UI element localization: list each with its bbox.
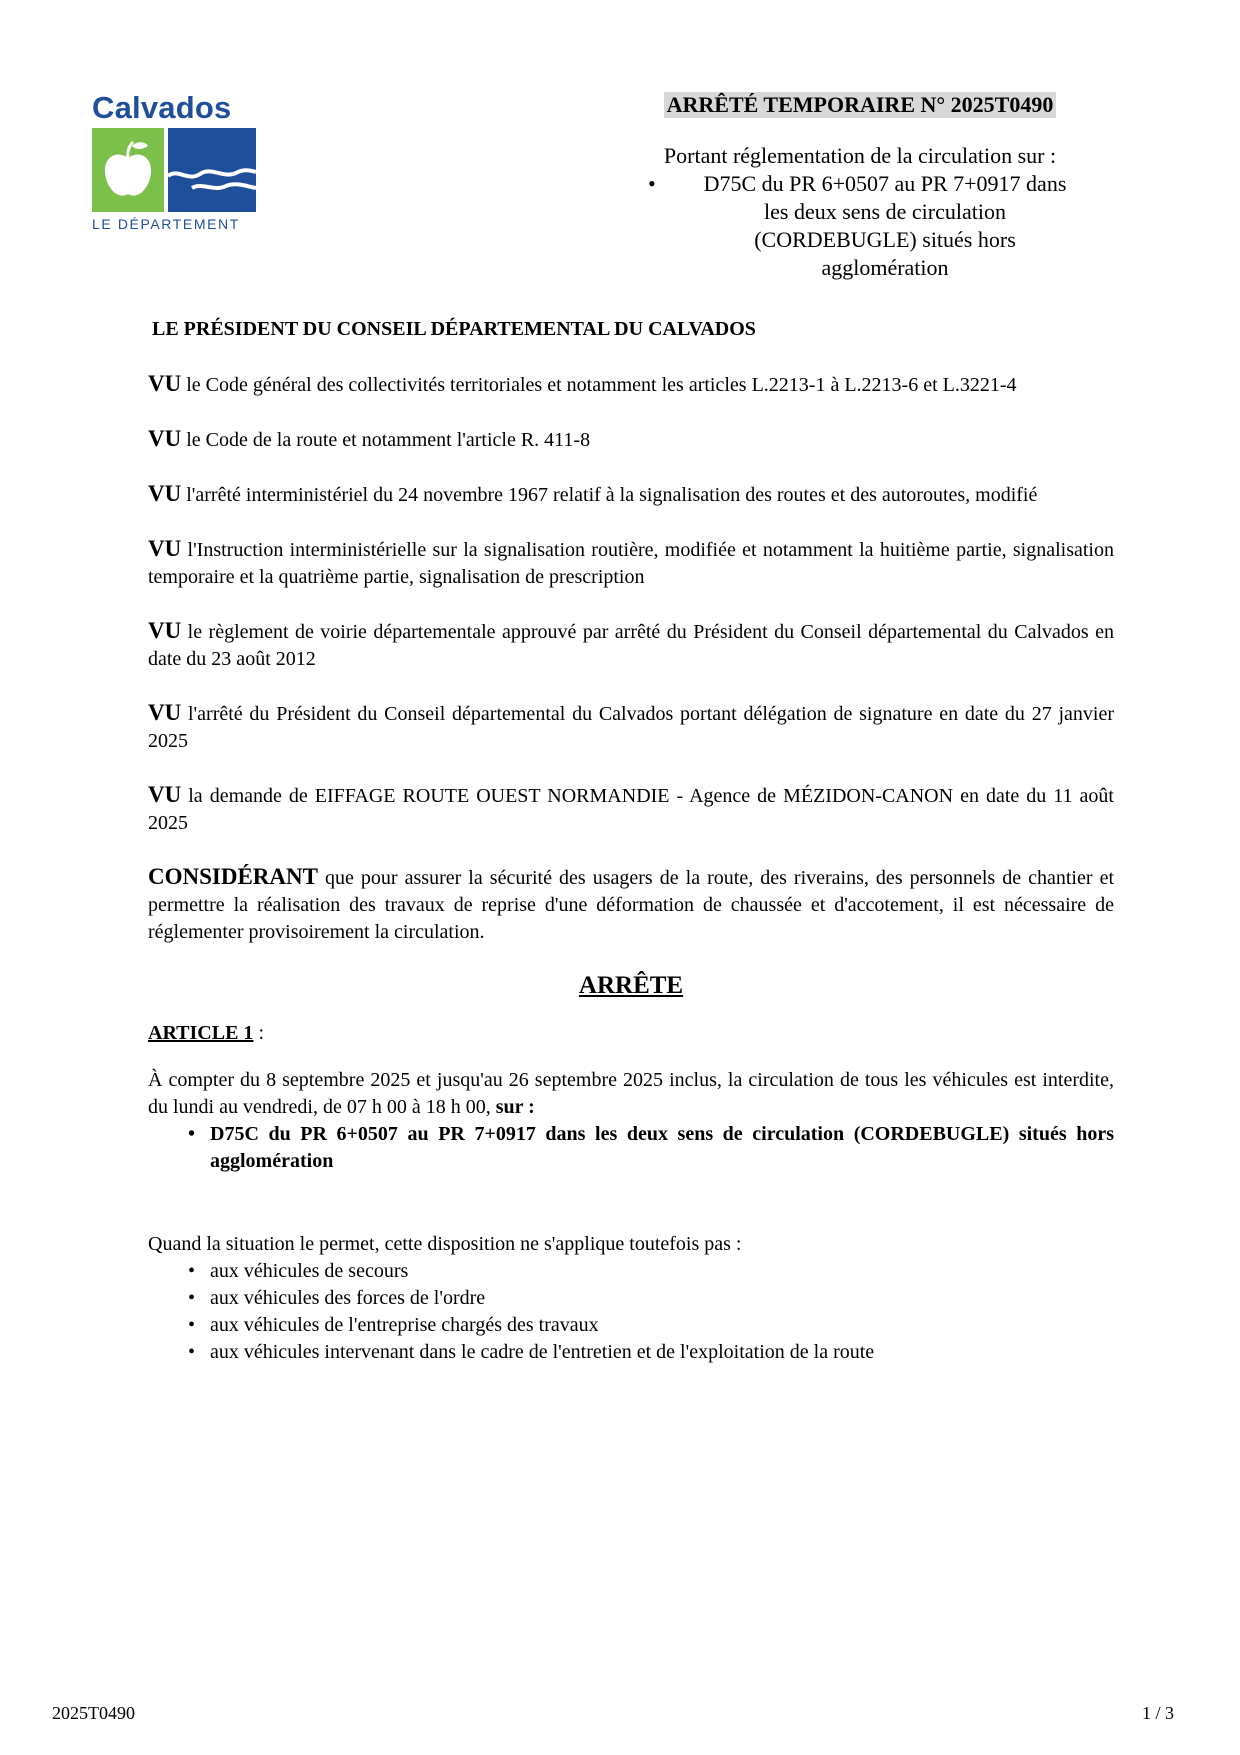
vu-lead: VU <box>148 536 182 561</box>
bullet-icon: • <box>188 1123 196 1145</box>
vu-lead: VU <box>148 371 182 396</box>
vu-text: le Code de la route et notamment l'article R. 411-8 <box>181 429 591 451</box>
footer-page-number: 1 / 3 <box>1141 1703 1174 1723</box>
title-road-item <box>620 170 1100 282</box>
bullet-icon: • <box>648 171 656 196</box>
vu-paragraph <box>148 425 1114 454</box>
exceptions-list <box>148 1258 1114 1366</box>
article-1-colon: : <box>253 1022 264 1044</box>
bullet-icon: • <box>188 1314 196 1336</box>
exception-text: aux véhicules de l'entreprise chargés des travaux <box>210 1314 599 1336</box>
vu-paragraph <box>148 370 1114 399</box>
exception-text: aux véhicules des forces de l'ordre <box>210 1287 486 1309</box>
bullet-icon: • <box>188 1260 196 1282</box>
article-1-label: ARTICLE 1 <box>148 1022 254 1044</box>
vu-text: l'Instruction interministérielle sur la signalisation routière, modifiée et notamment la huitième partie, signalisation temporaire et la quatrième partie, signalisation de prescription <box>148 539 1114 588</box>
vu-text: l'arrêté du Président du Conseil départemental du Calvados portant délégation de signature en date du 27 janvier 2025 <box>148 703 1114 752</box>
considerant-paragraph <box>148 863 1114 946</box>
spacer <box>148 1175 1114 1231</box>
vu-text: l'arrêté interministériel du 24 novembre 1967 relatif à la signalisation des routes et des autoroutes, modifié <box>181 484 1038 506</box>
vu-paragraph <box>148 617 1114 673</box>
logo-subtitle: LE DÉPARTEMENT <box>92 216 240 232</box>
exceptions-intro: Quand la situation le permet, cette disposition ne s'applique toutefois pas : <box>148 1233 742 1255</box>
logo-emblem <box>92 128 256 212</box>
bullet-icon: • <box>188 1287 196 1309</box>
article-1-text <box>148 1067 1114 1121</box>
considerant-lead: CONSIDÉRANT <box>148 864 318 889</box>
arrete-heading: ARRÊTE <box>578 972 684 999</box>
article-1-heading <box>148 1022 1114 1045</box>
vu-lead: VU <box>148 782 182 807</box>
vu-text: le Code général des collectivités territoriales et notamment les articles L.2213-1 à L.2213-6 et L.3221-4 <box>181 374 1017 396</box>
arrete-title-block <box>620 92 1100 282</box>
article-1-road-list <box>148 1121 1114 1175</box>
article-1-body-bold: sur : <box>495 1096 535 1118</box>
calvados-logo <box>92 92 262 232</box>
exception-text: aux véhicules intervenant dans le cadre de l'entretien et de l'exploitation de la route <box>210 1341 875 1363</box>
considerant-text: que pour assurer la sécurité des usagers de la route, des riverains, des personnels de chantier et permettre la réalisation des travaux de reprise d'une déformation de chaussée et d'accotement, il est nécessaire de réglementer provisoirement la circulation. <box>148 867 1114 943</box>
exception-text: aux véhicules de secours <box>210 1260 409 1282</box>
vu-lead: VU <box>148 700 182 725</box>
list-item <box>148 1312 1114 1339</box>
vu-lead: VU <box>148 426 182 451</box>
footer-reference: 2025T0490 <box>52 1703 135 1723</box>
title-road-line: D75C du PR 6+0507 au PR 7+0917 dans <box>703 171 1067 196</box>
title-road-line: agglomération <box>821 255 949 280</box>
title-road-list <box>620 170 1100 282</box>
vu-text: le règlement de voirie départementale approuvé par arrêté du Président du Conseil départemental du Calvados en date du 23 août 2012 <box>148 621 1114 670</box>
article-1-road: D75C du PR 6+0507 au PR 7+0917 dans les deux sens de circulation (CORDEBUGLE) situés hors agglomération <box>210 1123 1114 1172</box>
list-item <box>148 1285 1114 1312</box>
logo-title: Calvados <box>92 90 232 125</box>
vu-paragraph <box>148 535 1114 591</box>
vu-paragraph <box>148 781 1114 837</box>
vu-paragraph <box>148 480 1114 509</box>
list-item <box>148 1339 1114 1366</box>
vu-lead: VU <box>148 618 182 643</box>
title-road-line: les deux sens de circulation <box>764 199 1006 224</box>
portant-line: Portant réglementation de la circulation sur : <box>663 143 1057 168</box>
president-heading: LE PRÉSIDENT DU CONSEIL DÉPARTEMENTAL DU CALVADOS <box>152 318 756 340</box>
title-road-line: (CORDEBUGLE) situés hors <box>754 227 1016 252</box>
article-1-body: À compter du 8 septembre 2025 et jusqu'au 26 septembre 2025 inclus, la circulation de tous les véhicules est interdite, du lundi au vendredi, de 07 h 00 à 18 h 00, <box>148 1069 1114 1118</box>
list-item <box>148 1121 1114 1175</box>
vu-text: la demande de EIFFAGE ROUTE OUEST NORMANDIE - Agence de MÉZIDON-CANON en date du 11 août 2025 <box>148 785 1114 834</box>
vu-paragraph <box>148 699 1114 755</box>
bullet-icon: • <box>188 1341 196 1363</box>
vu-lead: VU <box>148 481 182 506</box>
arrete-number-title: ARRÊTÉ TEMPORAIRE N° 2025T0490 <box>664 92 1057 118</box>
list-item <box>148 1258 1114 1285</box>
document-body <box>148 370 1114 1366</box>
